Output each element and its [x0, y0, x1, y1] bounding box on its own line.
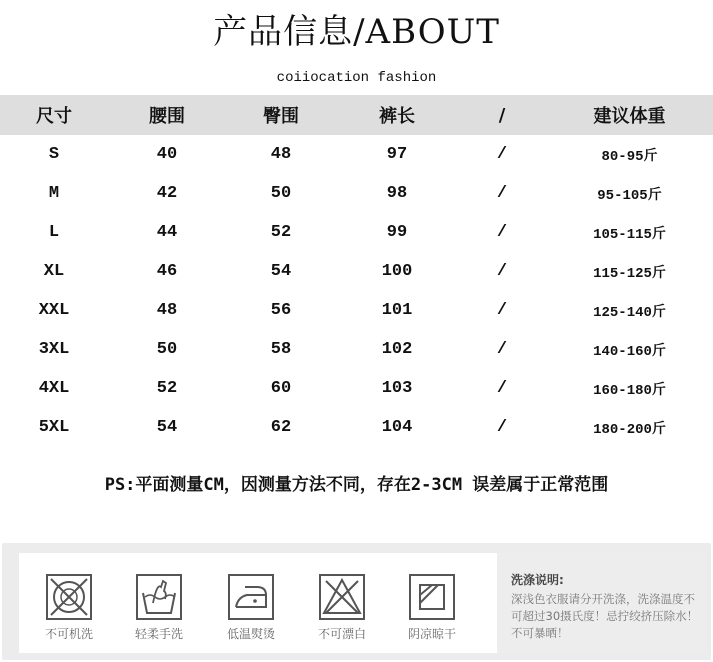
- cell-size: M: [48, 184, 60, 203]
- cell-length: 97: [386, 145, 408, 164]
- cell-length: 99: [386, 223, 408, 242]
- cell-size: XL: [43, 262, 65, 281]
- shade-dry-icon: [408, 573, 456, 621]
- cell-weight: 160-180斤: [593, 382, 666, 399]
- cell-hip: 52: [270, 223, 292, 242]
- table-row: [0, 174, 713, 213]
- column-header-weight: 建议体重: [546, 95, 713, 135]
- cell-divider: /: [496, 301, 508, 320]
- gentle-hand-wash-icon: [135, 573, 183, 621]
- cell-divider: /: [496, 340, 508, 359]
- cell-size: 3XL: [38, 340, 70, 359]
- table-row: [0, 252, 713, 291]
- cell-waist: 52: [156, 379, 178, 398]
- cell-hip: 48: [270, 145, 292, 164]
- measurement-note: PS:平面测量CM，因测量方法不同，存在2-3CM 误差属于正常范围: [104, 475, 609, 495]
- cell-length: 104: [381, 418, 413, 437]
- cell-hip: 58: [270, 340, 292, 359]
- size-table-body: [0, 135, 713, 447]
- cell-waist: 40: [156, 145, 178, 164]
- cell-length: 98: [386, 184, 408, 203]
- column-header-divider: /: [458, 95, 546, 135]
- wash-instructions-text: 深浅色衣服请分开洗涤，洗涤温度不可超过30摄氏度！忌拧绞挤压除水！不可暴晒！: [511, 592, 699, 640]
- low-temp-iron-icon: [227, 573, 275, 621]
- cell-size: 4XL: [38, 379, 70, 398]
- care-label-no-machine-wash: 不可机洗: [44, 627, 93, 641]
- cell-divider: /: [496, 418, 508, 437]
- care-label-no-bleach: 不可漂白: [317, 627, 366, 641]
- page-title: 产品信息/ABOUT: [213, 12, 500, 52]
- cell-size: XXL: [38, 301, 70, 320]
- care-instructions: [19, 553, 705, 653]
- cell-waist: 44: [156, 223, 178, 242]
- care-item-shade-dry: [396, 573, 468, 653]
- cell-size: L: [48, 223, 60, 242]
- no-bleach-icon: [318, 573, 366, 621]
- table-row: [0, 135, 713, 174]
- table-header-row: [0, 95, 713, 135]
- cell-divider: /: [496, 262, 508, 281]
- table-row: [0, 291, 713, 330]
- size-table: [0, 95, 713, 447]
- care-label-shade-dry: 阴凉晾干: [407, 627, 456, 641]
- care-panel: [2, 543, 711, 660]
- cell-divider: /: [496, 184, 508, 203]
- cell-length: 103: [381, 379, 413, 398]
- table-row: [0, 408, 713, 447]
- cell-length: 102: [381, 340, 413, 359]
- cell-length: 101: [381, 301, 413, 320]
- cell-divider: /: [496, 145, 508, 164]
- cell-waist: 42: [156, 184, 178, 203]
- care-item-no-machine-wash: [33, 573, 105, 653]
- care-label-low-temp-iron: 低温熨烫: [226, 627, 275, 641]
- cell-weight: 125-140斤: [593, 304, 666, 321]
- cell-hip: 62: [270, 418, 292, 437]
- cell-length: 100: [381, 262, 413, 281]
- cell-weight: 95-105斤: [597, 187, 662, 204]
- cell-hip: 60: [270, 379, 292, 398]
- cell-weight: 105-115斤: [593, 226, 666, 243]
- column-header-length: 裤长: [336, 95, 458, 135]
- cell-waist: 46: [156, 262, 178, 281]
- cell-weight: 80-95斤: [601, 148, 658, 165]
- care-item-low-temp-iron: [215, 573, 287, 653]
- column-header-waist: 腰围: [108, 95, 226, 135]
- table-row: [0, 369, 713, 408]
- cell-divider: /: [496, 223, 508, 242]
- cell-weight: 140-160斤: [593, 343, 666, 360]
- cell-weight: 180-200斤: [593, 421, 666, 438]
- cell-divider: /: [496, 379, 508, 398]
- cell-weight: 115-125斤: [593, 265, 666, 282]
- cell-hip: 54: [270, 262, 292, 281]
- brand-subtitle: coiiocation fashion: [276, 70, 437, 86]
- table-row: [0, 330, 713, 369]
- cell-size: 5XL: [38, 418, 70, 437]
- cell-size: S: [48, 145, 60, 164]
- no-machine-wash-icon: [45, 573, 93, 621]
- cell-waist: 50: [156, 340, 178, 359]
- cell-hip: 56: [270, 301, 292, 320]
- care-item-no-bleach: [306, 573, 378, 653]
- column-header-hip: 臀围: [226, 95, 336, 135]
- column-header-size: 尺寸: [0, 95, 108, 135]
- wash-instructions-box: [497, 553, 705, 653]
- table-row: [0, 213, 713, 252]
- care-label-gentle-hand-wash: 轻柔手洗: [134, 627, 183, 641]
- wash-instructions-title: 洗涤说明:: [511, 573, 564, 587]
- cell-waist: 48: [156, 301, 178, 320]
- cell-waist: 54: [156, 418, 178, 437]
- cell-hip: 50: [270, 184, 292, 203]
- care-item-gentle-hand-wash: [123, 573, 195, 653]
